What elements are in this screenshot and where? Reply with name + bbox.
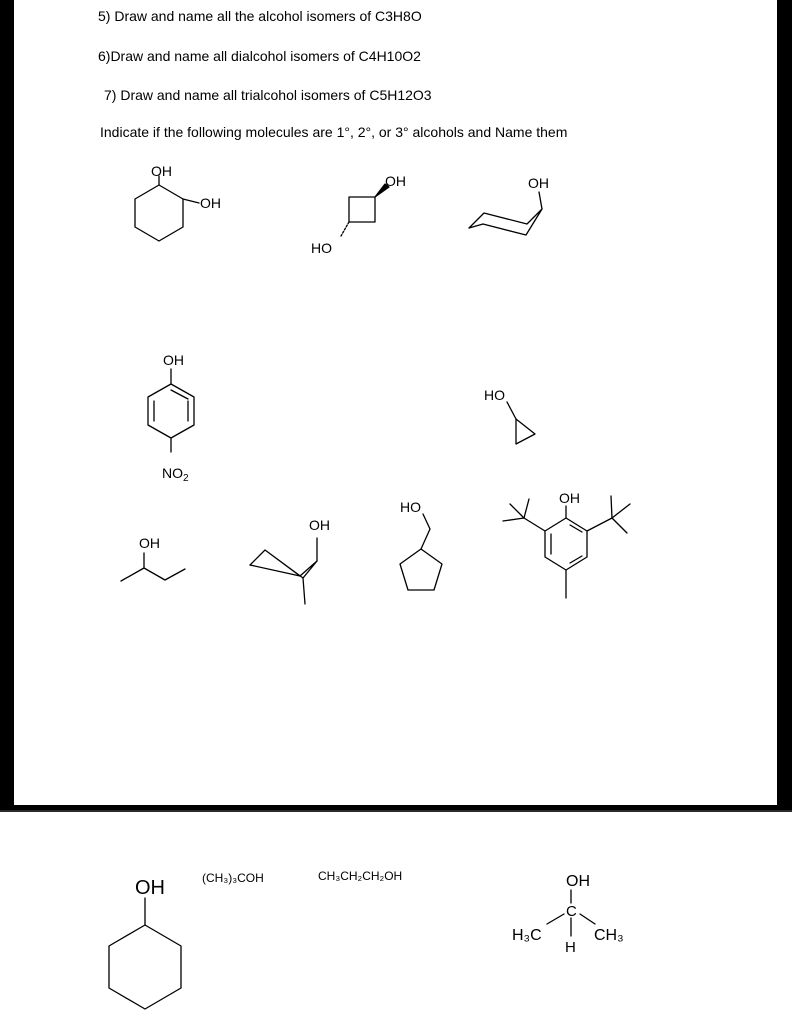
ch3-label: CH₃ <box>594 927 624 944</box>
oh-label: OH <box>151 163 172 179</box>
oh-label: OH <box>139 535 160 551</box>
molecule-methylcyclohexanol-chair <box>250 517 330 604</box>
molecule-cyclohexanol-chair <box>469 175 549 235</box>
oh-label: OH <box>566 873 590 890</box>
ho-label: HO <box>400 499 421 515</box>
molecule-cyclohexane-diol <box>135 163 221 241</box>
answer-page <box>0 810 792 1026</box>
oh-label: OH <box>559 490 580 506</box>
molecule-drawings <box>14 0 777 805</box>
molecule-butanol <box>121 535 185 581</box>
oh-label: OH <box>135 877 165 899</box>
molecule-isopropanol <box>512 873 624 956</box>
question-6: 6)Draw and name all dialcohol isomers of C4H10O2 <box>98 48 421 64</box>
molecule-nitrophenol <box>148 352 194 484</box>
molecule-cyclopropanol <box>484 387 535 444</box>
molecule-cyclohexanol <box>109 877 181 1009</box>
oh-label: OH <box>309 517 330 533</box>
c-label: C <box>566 903 577 920</box>
molecule-cyclobutane-diol <box>311 173 406 256</box>
oh-label: OH <box>528 175 549 191</box>
question-5: 5) Draw and name all the alcohol isomers of C3H8O <box>98 8 422 24</box>
ho-label: HO <box>484 387 505 403</box>
molecule-cyclopentylmethanol <box>400 499 442 590</box>
h-label: H <box>565 939 576 956</box>
no2-label: $NO_2$ <box>162 465 189 484</box>
ho-label: HO <box>311 240 332 256</box>
h3c-label: H₃C <box>512 927 542 944</box>
formula-tert-butanol: (CH₃)₃COH <box>202 871 264 885</box>
molecule-bht-phenol <box>503 490 630 598</box>
instruction: Indicate if the following molecules are 1°, 2°, or 3° alcohols and Name them <box>100 124 568 140</box>
formula-propanol: CH₃CH₂CH₂OH <box>318 869 403 883</box>
answer-drawings <box>0 812 792 1026</box>
oh-label: OH <box>200 195 221 211</box>
oh-label: OH <box>385 173 406 189</box>
worksheet-page <box>14 0 777 805</box>
oh-label: OH <box>163 352 184 368</box>
question-7: 7) Draw and name all trialcohol isomers of C5H12O3 <box>104 87 432 103</box>
